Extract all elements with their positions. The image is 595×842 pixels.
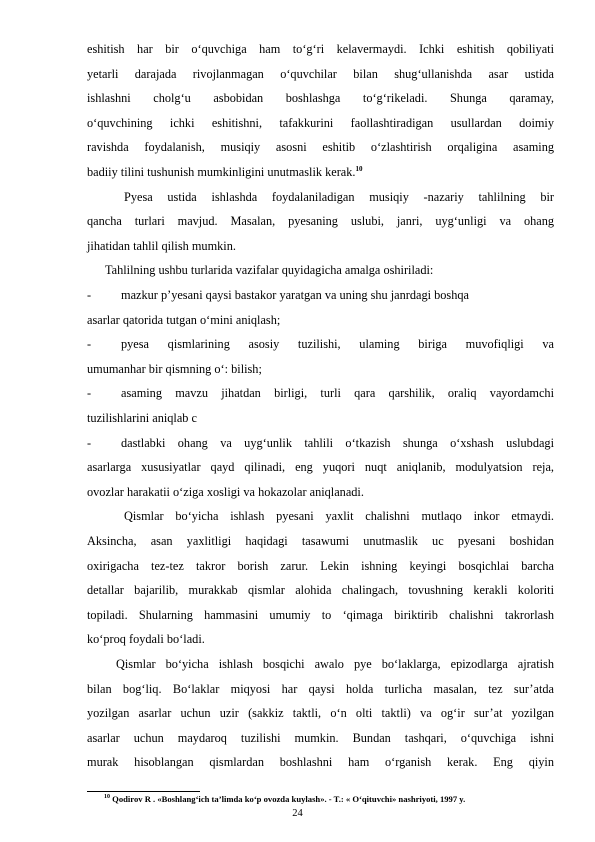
text-line: asarlar qatorida tutgan o‘mini aniqlash; xyxy=(87,312,281,327)
text-line: yetarli darajada rivojlanmagan o‘quvchilar bilan shug‘ullanishda asar ustida xyxy=(87,66,554,81)
text-line xyxy=(87,160,554,185)
page-number: 24 xyxy=(292,808,303,819)
text-line: qancha turlari mavjud. Masalan, pyesaning uslubi, janri, uyg‘unligi va ohang xyxy=(87,214,554,229)
paragraph-4 xyxy=(87,652,554,775)
footnote xyxy=(104,794,465,804)
text-line: asarlarga xususiyatlar qayd qilinadi, eng yuqori nuqt aniqlanib, modulyatsion reja, xyxy=(87,460,554,475)
bullet-list xyxy=(87,283,554,504)
text-line: ko‘proq foydali bo‘ladi. xyxy=(87,632,205,647)
list-dash: - xyxy=(87,435,92,450)
footnote-number: 10 xyxy=(104,794,110,801)
text-line: asaming mavzu jihatdan birligi, turli qara qarshilik, oraliq vayordamchi xyxy=(121,386,554,401)
text-line: Aksincha, asan yaxlitligi haqidagi tasawumi unutmaslik uc pyesani boshidan xyxy=(87,533,554,548)
text-line: asarlar uchun maydaroq tuzilishi mumkin. Bundan tashqari, o‘quvchiga ishni xyxy=(87,730,554,745)
text-line: dastlabki ohang va uyg‘unlik tahlili o‘tkazish shunga o‘xshash uslubdagi xyxy=(121,435,554,450)
text-line: jihatidan tahlil qilish mumkin. xyxy=(87,238,236,253)
text-line: pyesa qismlarining asosiy tuzilishi, ulaming biriga muvofiqligi va xyxy=(121,337,554,352)
paragraph-2 xyxy=(87,185,554,259)
text-line: topiladi. Shularning hammasini umumiy to ‘qimaga biriktirib chalishni takrorlash xyxy=(87,607,554,622)
text-line: mazkur p’yesani qaysi bastakor yaratgan va uning shu janrdagi boshqa xyxy=(121,288,469,302)
text-line: Pyesa ustida ishlashda foydalaniladigan musiqiy -nazariy tahlilning bir xyxy=(124,189,554,204)
list-item xyxy=(87,283,554,308)
footnote-separator xyxy=(87,791,200,792)
text-line: Qismlar bo‘yicha ishlash pyesani yaxlit chalishni mutlaqo inkor etmaydi. xyxy=(124,509,554,524)
text-line: ravishda foydalanish, musiqiy asosni eshitib o‘zlashtirish orqaligina asaming xyxy=(87,140,554,155)
text-line: o‘quvchining ichki eshitishni, tafakkurini faollashtiradigan usullardan doimiy xyxy=(87,115,554,130)
text-line: Qismlar bo‘yicha ishlash bosqichi awalo pye bo‘laklarga, epizodlarga ajratish xyxy=(116,657,554,671)
text-line: tuzilishlarini aniqlab c xyxy=(87,410,197,425)
footnote-reference: 10 xyxy=(355,164,363,173)
paragraph-3 xyxy=(87,504,554,652)
text-line: murak hisoblangan qismlardan boshlashni ham o‘rganish kerak. Eng qiyin xyxy=(87,755,554,770)
text-line: bilan bog‘liq. Bo‘laklar miqyosi har qaysi holda turlicha masalan, tez sur’atda xyxy=(87,681,554,696)
list-item xyxy=(87,431,554,456)
paragraph-1 xyxy=(87,37,554,185)
list-dash: - xyxy=(87,337,92,352)
text-line: ishlashni cholg‘u asbobidan boshlashga to‘g‘rikeladi. Shunga qaramay, xyxy=(87,91,554,106)
list-dash: - xyxy=(87,386,92,401)
text-line: detallar bajarilib, murakkab qismlar alohida chalingach, tovushning kerakli koloriti xyxy=(87,583,554,598)
footnote-text: Qodirov R . «Boshlang‘ich ta’limda ko‘p ovozda kuylash». - T.: « O‘qituvchi» nashriyoti, 1997 y. xyxy=(112,794,466,804)
list-item xyxy=(87,381,554,406)
list-intro xyxy=(87,258,554,283)
text-line: ovozlar harakatii o‘ziga xosligi va hokazolar aniqlanadi. xyxy=(87,484,364,499)
text-line: oxirigacha tez-tez takror borish zarur. Lekin ishning keyingi bosqichlai barcha xyxy=(87,558,554,573)
text-line: Tahlilning ushbu turlarida vazifalar quyidagicha amalga oshiriladi: xyxy=(105,263,434,278)
text-line: yozilgan asarlar uchun uzir (sakkiz taktli, o‘n olti taktli) va og‘ir sur’at yozilgan xyxy=(87,706,554,721)
list-item xyxy=(87,332,554,357)
list-dash: - xyxy=(87,288,92,302)
text-fragment: badiiy tilini tushunish mumkinligini unutmaslik kerak. xyxy=(87,164,356,179)
text-line: eshitish har bir o‘quvchiga ham to‘g‘ri kelavermaydi. Ichki eshitish qobiliyati xyxy=(87,42,554,56)
text-line: umumanhar bir qismning o‘: bilish; xyxy=(87,361,262,376)
